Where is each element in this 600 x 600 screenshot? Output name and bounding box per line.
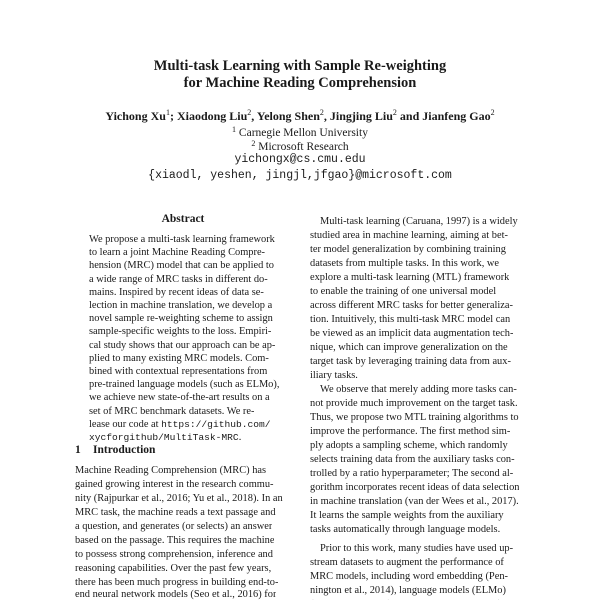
author-name: Yelong Shen: [256, 109, 320, 123]
intro-line: based on the passage. This requires the machine: [75, 535, 275, 546]
abstract-line: We propose a multi-task learning framework: [89, 234, 275, 245]
abstract-line: sample-specific weights to the loss. Empiri-: [89, 326, 272, 338]
intro-line: gained growing interest in the research commu-: [75, 479, 274, 490]
body-line: tion. Intuitively, this multi-task MRC model can: [310, 314, 511, 325]
abstract-code-line-1: [89, 419, 271, 431]
body-line: We observe that merely adding more tasks can-: [320, 384, 517, 395]
abstract-line: set of MRC benchmark datasets. We re-: [89, 405, 255, 417]
body-line: MRC models, including word embedding (Pen-: [310, 571, 508, 582]
body-line: gorithm incorporates recent ideas of data selection: [310, 482, 520, 493]
body-line: selects training data from the auxiliary tasks con-: [310, 454, 515, 465]
body-line: target task by leveraging training data from aux-: [310, 356, 511, 367]
email-microsoft: {xiaodl, yeshen, jingjl,jfgao}@microsoft.com: [148, 169, 452, 182]
code-release-text: lease our code at: [89, 418, 162, 430]
intro-line: a question, and generates (or selects) an answer: [75, 521, 273, 532]
body-line: ter model generalization by combining training: [310, 244, 506, 255]
author-separator: ,: [251, 109, 257, 123]
body-line: Prior to this work, many studies have used up-: [320, 543, 514, 554]
section-title: Introduction: [93, 444, 156, 456]
abstract-line: lection in machine translation, we develop a: [89, 300, 273, 311]
abstract-line: a wide range of MRC tasks in different do-: [89, 273, 268, 285]
code-release-end: .: [238, 432, 242, 443]
abstract-line: bined with contextual representations from: [89, 366, 268, 377]
abstract-line: we achieve new state-of-the-art results on a: [89, 392, 270, 404]
affiliation-name: Microsoft Research: [258, 141, 349, 153]
author-name: Xiaodong Liu: [176, 109, 248, 123]
title-line-2: for Machine Reading Comprehension: [183, 75, 417, 91]
section-number: 1: [75, 444, 81, 456]
body-line: improve the performance. The first method sim-: [310, 426, 511, 437]
email-cmu: yichongx@cs.cmu.edu: [234, 153, 366, 166]
body-line: nique, which can improve generalization on the: [310, 342, 508, 353]
body-line: tasks automatically through language models.: [310, 524, 501, 535]
affiliation-mark: 1: [232, 125, 237, 134]
intro-line: Machine Reading Comprehension (MRC) has: [75, 465, 267, 476]
abstract-line: to learn a joint Machine Reading Compre-: [89, 247, 266, 259]
affiliation-name: Carnegie Mellon University: [238, 127, 368, 139]
author-affil-mark: 2: [392, 108, 397, 117]
body-line: in machine translation (van der Wees et al., 2017).: [310, 496, 519, 507]
intro-line: nity (Rajpurkar et al., 2016; Yu et al., 2018). In an: [75, 493, 283, 504]
abstract-code-line-2: [89, 432, 241, 444]
body-line: be viewed as an implicit data augmentation tech-: [310, 328, 514, 339]
intro-line: there has been much progress in building end-to-: [75, 577, 279, 588]
body-line: trolled by a ratio hyperparameter; The second al-: [310, 468, 514, 479]
body-line: Thus, we propose two MTL training algorithms to: [310, 412, 519, 423]
author-affil-mark: 2: [319, 108, 324, 117]
affiliation-mark: 2: [251, 139, 256, 148]
abstract-line: pre-trained language models (such as ELMo),: [89, 379, 280, 391]
abstract-line: plied to many existing MRC models. Com-: [89, 352, 269, 364]
intro-line: reasoning capabilities. Over the past few years,: [75, 563, 272, 574]
intro-line: end neural network models (Seo et al., 2016) for: [75, 589, 277, 600]
body-line: studied area in machine learning, aiming at bet-: [310, 230, 508, 241]
github-url-part-1[interactable]: https://github.com/: [161, 418, 271, 430]
body-line: Multi-task learning (Caruana, 1997) is a widely: [320, 216, 518, 227]
abstract-line: novel sample re-weighting scheme to assign: [89, 313, 273, 325]
body-line: datasets from multiple tasks. In this work, we: [310, 258, 500, 269]
author-affil-mark: 2: [490, 108, 495, 117]
github-url-part-2[interactable]: xycforgithub/MultiTask-MRC: [89, 432, 239, 443]
abstract-heading: Abstract: [161, 213, 205, 225]
body-line: stream datasets to augment the performance of: [310, 557, 504, 568]
body-line: explore a multi-task learning (MTL) framework: [310, 272, 510, 283]
author-separator: ,: [323, 109, 330, 123]
abstract-line: mains. Inspired by recent ideas of data se-: [89, 286, 264, 298]
author-name: Yichong Xu: [105, 109, 166, 123]
author-and: and: [396, 109, 423, 123]
abstract-line: cal study shows that our approach can be ap-: [89, 339, 276, 351]
title-line-1: Multi-task Learning with Sample Re-weighting: [153, 58, 447, 74]
body-line: It learns the sample weights from the auxiliary: [310, 510, 504, 521]
author-name: Jingjing Liu: [329, 109, 393, 123]
body-line: iliary tasks.: [310, 370, 358, 381]
body-line: ply adopts a sampling scheme, which randomly: [310, 440, 508, 451]
body-line: to enable the training of one universal model: [310, 286, 497, 297]
abstract-line: hension (MRC) model that can be applied to: [89, 260, 274, 272]
body-line: across different MRC tasks for better generaliza-: [310, 300, 513, 311]
intro-line: MRC task, the machine reads a text passage and: [75, 507, 276, 518]
author-affil-mark: 1: [165, 108, 170, 117]
body-line: nington et al., 2014), language models (ELMo): [310, 585, 506, 596]
author-separator: ;: [169, 109, 177, 123]
intro-line: to possess strong comprehension, inference and: [75, 549, 273, 560]
body-line: not provide much improvement on the target task.: [310, 398, 518, 409]
author-affil-mark: 2: [247, 108, 252, 117]
author-name: Jianfeng Gao: [422, 109, 491, 123]
